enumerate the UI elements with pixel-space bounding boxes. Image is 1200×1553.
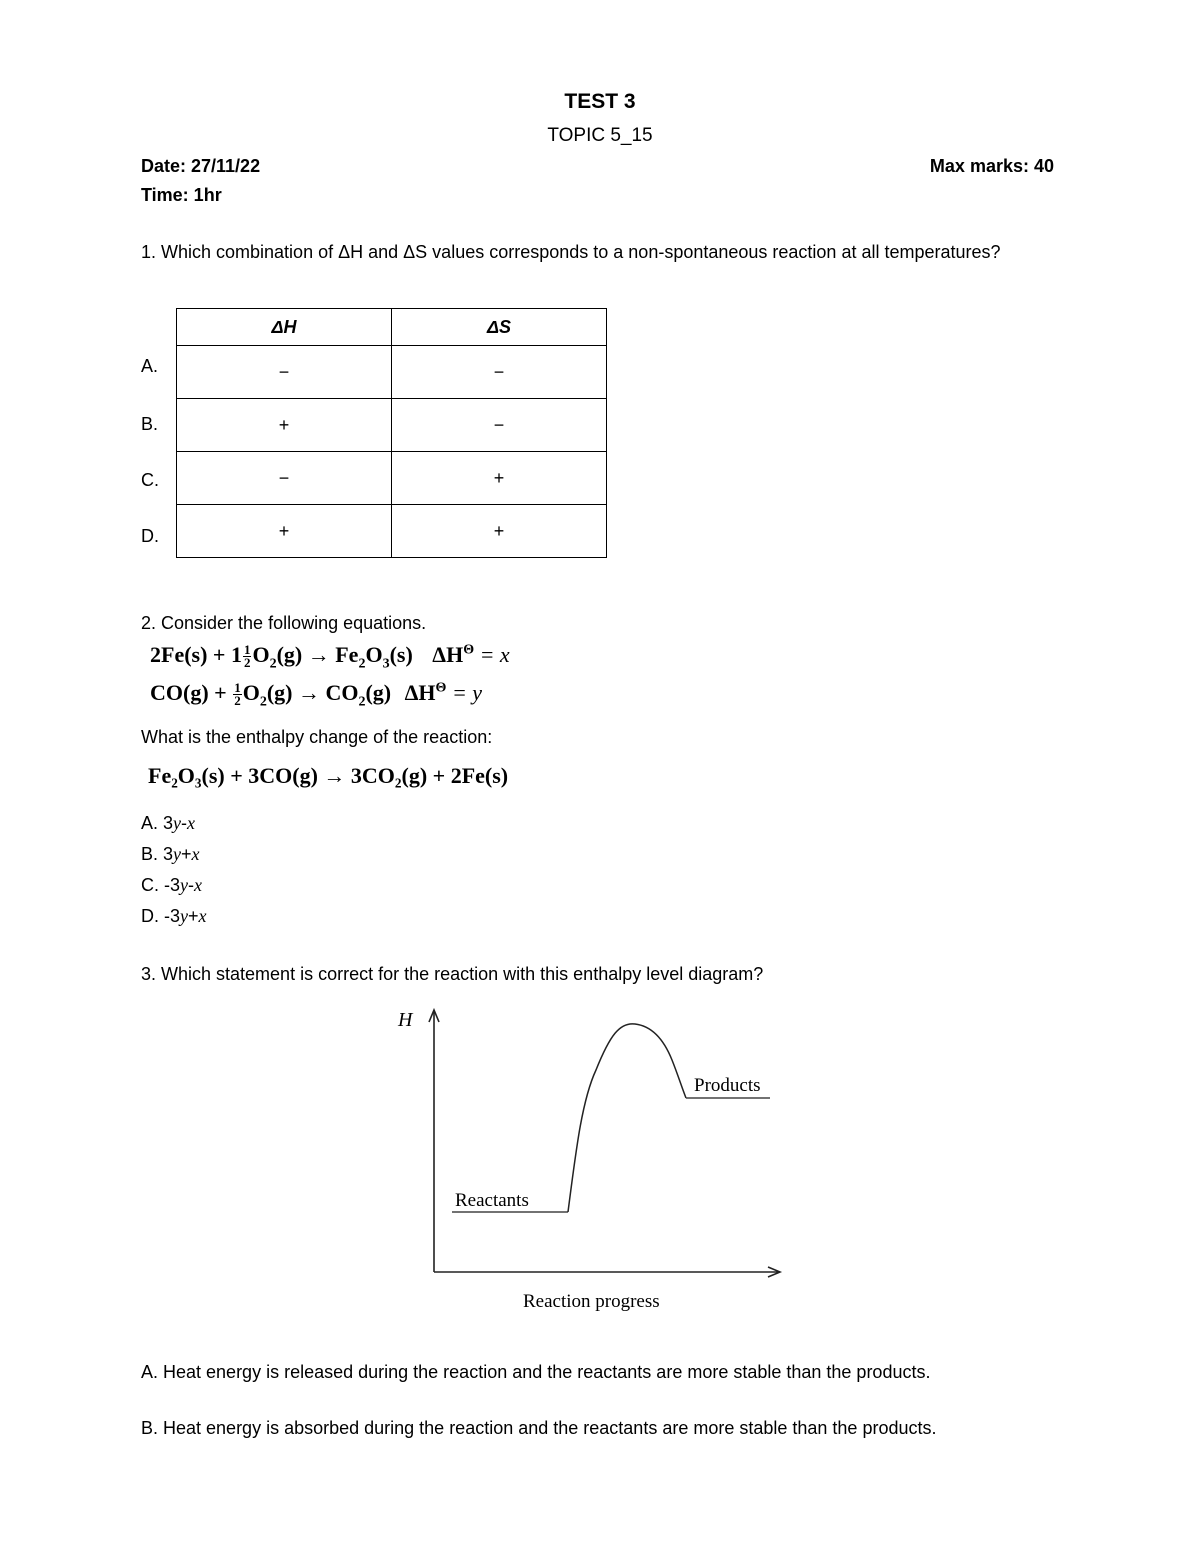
test-title: TEST 3 — [564, 90, 636, 113]
q1-row-label-b: B. — [141, 414, 159, 434]
max-marks-label: Max marks: 40 — [929, 156, 1054, 176]
reaction-curve — [568, 1024, 686, 1212]
q1-b-dh: + — [177, 399, 392, 452]
x-axis-label: Reaction progress — [523, 1291, 660, 1312]
q1-question: 1. Which combination of ΔH and ΔS values corresponds to a non-spontaneous reaction at all temperatures? — [141, 242, 1001, 262]
q1-row-label-a: A. — [141, 356, 159, 376]
products-label: Products — [694, 1075, 761, 1096]
table-row — [177, 452, 607, 505]
q1-a-ds: − — [392, 346, 607, 399]
q2-equation-2: CO(g) + $\frac{1}{2}$ $O_2(g) \to CO_2(g) \Delta H^\Theta = y$ — [150, 680, 483, 710]
enthalpy-diagram — [380, 1000, 800, 1320]
y-axis-label: H — [398, 1009, 413, 1031]
q2-intro: 2. Consider the following equations. — [141, 613, 427, 633]
q2-option-d: D. -3y+x — [141, 906, 207, 926]
reactants-label: Reactants — [455, 1190, 529, 1211]
table-row — [177, 399, 607, 452]
table-row — [177, 505, 607, 558]
q3-option-a: A. Heat energy is released during the reaction and the reactants are more stable than the products. — [141, 1362, 931, 1382]
q1-c-ds: + — [392, 452, 607, 505]
q1-col-ds: ΔS — [392, 309, 607, 346]
q2-option-b: B. 3y+x — [141, 844, 200, 864]
q1-b-ds: − — [392, 399, 607, 452]
q2-equation-1: 2Fe(s) + 1 $\frac{1}{2}$ $O_2(g) \to Fe_2O_3(s) \Delta H^\Theta = x$ — [150, 642, 510, 672]
q2-question: What is the enthalpy change of the reaction: — [141, 727, 493, 747]
q2-option-a: A. 3y-x — [141, 813, 196, 833]
topic-subtitle: TOPIC 5_15 — [547, 125, 653, 146]
table-row — [177, 346, 607, 399]
q3-question: 3. Which statement is correct for the reaction with this enthalpy level diagram? — [141, 964, 764, 984]
q2-option-c: C. -3y-x — [141, 875, 203, 895]
q2-reaction: Fe₂O₃(s) + 3CO(g) → 3CO₂(g) + 2Fe(s) — [148, 763, 509, 788]
q1-col-dh: ΔH — [177, 309, 392, 346]
q1-row-label-c: C. — [141, 470, 159, 490]
q1-table — [176, 308, 607, 558]
q1-d-ds: + — [392, 505, 607, 558]
q1-c-dh: − — [177, 452, 392, 505]
time-label: Time: 1hr — [141, 185, 222, 205]
q1-a-dh: − — [177, 346, 392, 399]
date-label: Date: 27/11/22 — [141, 156, 261, 176]
q3-option-b: B. Heat energy is absorbed during the reaction and the reactants are more stable than the products. — [141, 1418, 937, 1438]
q1-row-label-d: D. — [141, 526, 159, 546]
q1-d-dh: + — [177, 505, 392, 558]
